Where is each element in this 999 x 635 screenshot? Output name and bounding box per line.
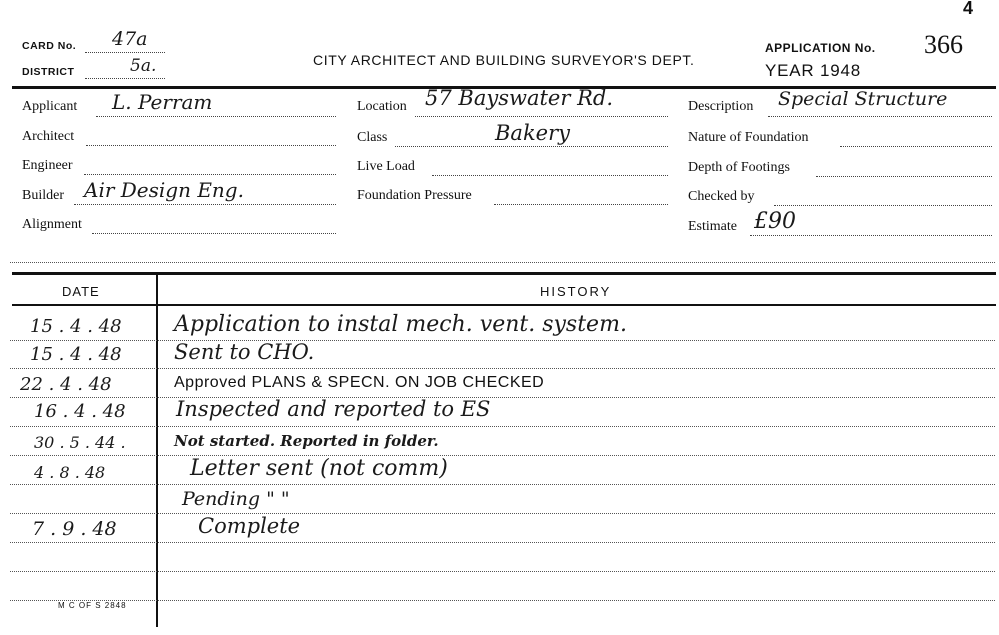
card-dots — [85, 52, 165, 53]
district-value: 5a. — [130, 56, 157, 76]
row-rule-9 — [10, 571, 995, 572]
dept-title: CITY ARCHITECT AND BUILDING SURVEYOR'S DEPT. — [313, 52, 695, 68]
estimate-label: Estimate — [688, 219, 737, 234]
row-date: 4 . 8 . 48 — [34, 463, 106, 482]
application-label: APPLICATION No. — [765, 41, 876, 55]
table-header-rule — [12, 304, 996, 306]
row-date: 22 . 4 . 48 — [20, 374, 112, 395]
architect-label: Architect — [22, 129, 75, 144]
card-value: 47a — [112, 28, 148, 50]
alignment-dots — [92, 233, 336, 234]
year-label: YEAR 1948 — [765, 61, 862, 80]
date-header: DATE — [62, 284, 100, 299]
row-date: 16 . 4 . 48 — [34, 401, 126, 422]
history-header: HISTORY — [540, 284, 612, 299]
row-rule-1 — [10, 340, 995, 341]
row-rule-7 — [10, 513, 995, 514]
engineer-label: Engineer — [22, 158, 73, 173]
row-history: Not started. Reported in folder. — [174, 432, 439, 450]
row-date: 30 . 5 . 44 . — [34, 433, 126, 452]
live-load-label: Live Load — [357, 159, 415, 174]
card-label: CARD No. — [22, 40, 77, 52]
applicant-value: L. Perram — [112, 90, 213, 114]
row-history: Complete — [198, 514, 301, 538]
row-history: Approved PLANS & SPECN. ON JOB CHECKED — [174, 374, 545, 391]
estimate-value: £90 — [754, 209, 796, 234]
description-value: Special Structure — [778, 88, 948, 110]
application-value: 366 — [924, 30, 963, 59]
row-rule-10 — [10, 600, 995, 601]
alignment-label: Alignment — [22, 217, 82, 232]
date-column-divider — [156, 275, 158, 627]
row-rule-3 — [10, 397, 995, 398]
table-top-rule — [12, 272, 996, 275]
depth-label: Depth of Footings — [688, 160, 790, 175]
row-rule-6 — [10, 484, 995, 485]
checked-dots — [774, 205, 992, 206]
foundation-pressure-label: Foundation Pressure — [357, 188, 472, 203]
architect-dots — [86, 145, 336, 146]
form-code: M C OF S 2848 — [58, 601, 127, 610]
row-history: Letter sent (not comm) — [190, 456, 448, 481]
nature-dots — [840, 146, 992, 147]
foundation-pressure-dots — [494, 204, 668, 205]
row-history: Pending " " — [182, 488, 290, 510]
row-date: 15 . 4 . 48 — [30, 316, 122, 337]
district-label: DISTRICT — [22, 66, 75, 78]
depth-dots — [816, 176, 992, 177]
builder-dots — [74, 204, 336, 205]
class-label: Class — [357, 130, 388, 145]
estimate-dots — [750, 235, 992, 236]
description-dots — [768, 116, 992, 117]
applicant-dots — [96, 116, 336, 117]
class-value: Bakery — [495, 121, 571, 145]
description-label: Description — [688, 99, 754, 114]
row-history: Inspected and reported to ES — [176, 397, 491, 421]
row-date: 7 . 9 . 48 — [32, 518, 117, 540]
row-history: Sent to CHO. — [174, 340, 315, 364]
corner-mark: 4 — [963, 0, 974, 18]
builder-label: Builder — [22, 188, 64, 203]
checked-label: Checked by — [688, 189, 755, 204]
row-rule-4 — [10, 426, 995, 427]
nature-label: Nature of Foundation — [688, 130, 809, 145]
location-dots — [415, 116, 668, 117]
row-date: 15 . 4 . 48 — [30, 344, 122, 365]
row-rule-5 — [10, 455, 995, 456]
row-rule-2 — [10, 368, 995, 369]
district-dots — [85, 78, 165, 79]
live-load-dots — [432, 175, 668, 176]
engineer-dots — [84, 174, 336, 175]
location-label: Location — [357, 99, 407, 114]
applicant-label: Applicant — [22, 99, 78, 114]
class-dots — [395, 146, 668, 147]
row-history: Application to instal mech. vent. system. — [174, 312, 627, 337]
separator-dots — [10, 262, 995, 263]
location-value: 57 Bayswater Rd. — [425, 86, 613, 110]
builder-value: Air Design Eng. — [84, 178, 244, 202]
row-rule-8 — [10, 542, 995, 543]
